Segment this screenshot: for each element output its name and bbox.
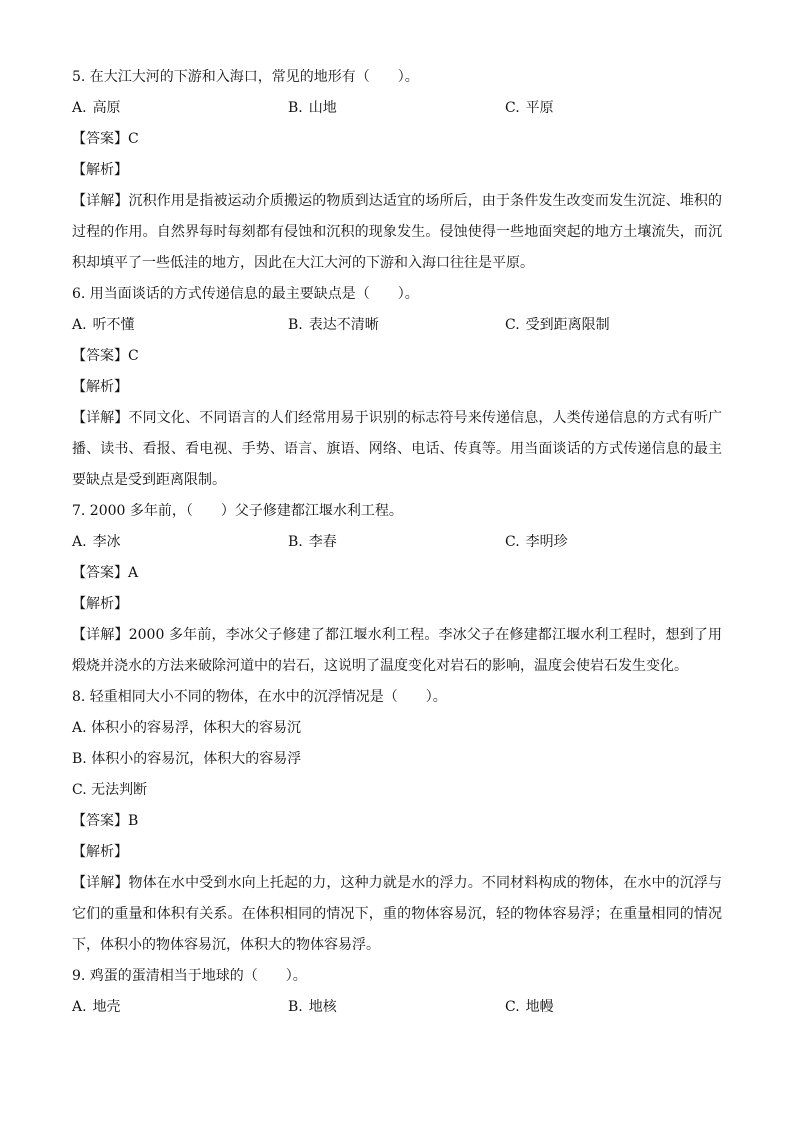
- question-9-options: [72, 992, 722, 1023]
- question-9-stem: 9. 鸡蛋的蛋清相当于地球的（ ）。: [72, 968, 307, 984]
- question-8-stem: 8. 轻重相同大小不同的物体，在水中的沉浮情况是（ ）。: [72, 689, 447, 705]
- question-6-answer: 【答案】C: [72, 348, 139, 364]
- option-c: C. 李明珍: [505, 534, 568, 550]
- question-7-detail: 【详解】2000 多年前，李冰父子修建了都江堰水利工程。李冰父子在修建都江堰水利工程时，想到了用煅烧并浇水的方法来破除河道中的岩石，这说明了温度变化对岩石的影响，温度会使岩石发生变化。: [72, 627, 722, 674]
- question-7-analysis-label: 【解析】: [72, 596, 128, 612]
- option-c: C. 平原: [505, 100, 554, 116]
- option-a: A. 李冰: [72, 534, 121, 550]
- question-6-options: [72, 310, 722, 341]
- question-7-options: [72, 527, 722, 558]
- option-b: B. 山地: [288, 100, 337, 116]
- question-6-detail: 【详解】不同文化、不同语言的人们经常用易于识别的标志符号来传递信息，人类传递信息的方式有听广播、读书、看报、看电视、手势、语言、旗语、网络、电话、传真等。用当面谈话的方式传递信息的最主要缺点是受到距离限制。: [72, 410, 722, 488]
- option-c: C. 受到距离限制: [505, 317, 610, 333]
- option-a: A. 高原: [72, 100, 121, 116]
- question-8-analysis-label: 【解析】: [72, 844, 128, 860]
- option-b: B. 李春: [288, 534, 337, 550]
- option-a: A. 地壳: [72, 999, 121, 1015]
- question-6-analysis-label: 【解析】: [72, 379, 128, 395]
- question-8-answer: 【答案】B: [72, 813, 139, 829]
- option-b: B. 表达不清晰: [288, 317, 379, 333]
- question-5-detail: 【详解】沉积作用是指被运动介质搬运的物质到达适宜的场所后，由于条件发生改变而发生沉淀、堆积的过程的作用。自然界每时每刻都有侵蚀和沉积的现象发生。侵蚀使得一些地面突起的地方土壤流失，而沉积却填平了一些低洼的地方，因此在大江大河的下游和入海口往往是平原。: [72, 193, 722, 271]
- question-5-analysis-label: 【解析】: [72, 162, 128, 178]
- option-c: C. 地幔: [505, 999, 554, 1015]
- question-7-answer: 【答案】A: [72, 565, 139, 581]
- question-7-stem: 7. 2000 多年前，（ ）父子修建都江堰水利工程。: [72, 503, 403, 519]
- question-5-options: [72, 93, 722, 124]
- option-b: B. 体积小的容易沉，体积大的容易浮: [72, 751, 302, 767]
- question-5-answer: 【答案】C: [72, 131, 139, 147]
- question-6-stem: 6. 用当面谈话的方式传递信息的最主要缺点是（ ）。: [72, 286, 419, 302]
- option-c: C. 无法判断: [72, 782, 148, 798]
- question-8-detail: 【详解】物体在水中受到水向上托起的力，这种力就是水的浮力。不同材料构成的物体，在水中的沉浮与它们的重量和体积有关系。在体积相同的情况下，重的物体容易沉，轻的物体容易浮；在重量相同的情况下，体积小的物体容易沉，体积大的物体容易浮。: [72, 875, 722, 953]
- option-b: B. 地核: [288, 999, 337, 1015]
- document-page: [72, 62, 722, 1023]
- question-5-stem: 5. 在大江大河的下游和入海口，常见的地形有（ ）。: [72, 69, 419, 85]
- option-a: A. 听不懂: [72, 317, 135, 333]
- option-a: A. 体积小的容易浮，体积大的容易沉: [72, 720, 302, 736]
